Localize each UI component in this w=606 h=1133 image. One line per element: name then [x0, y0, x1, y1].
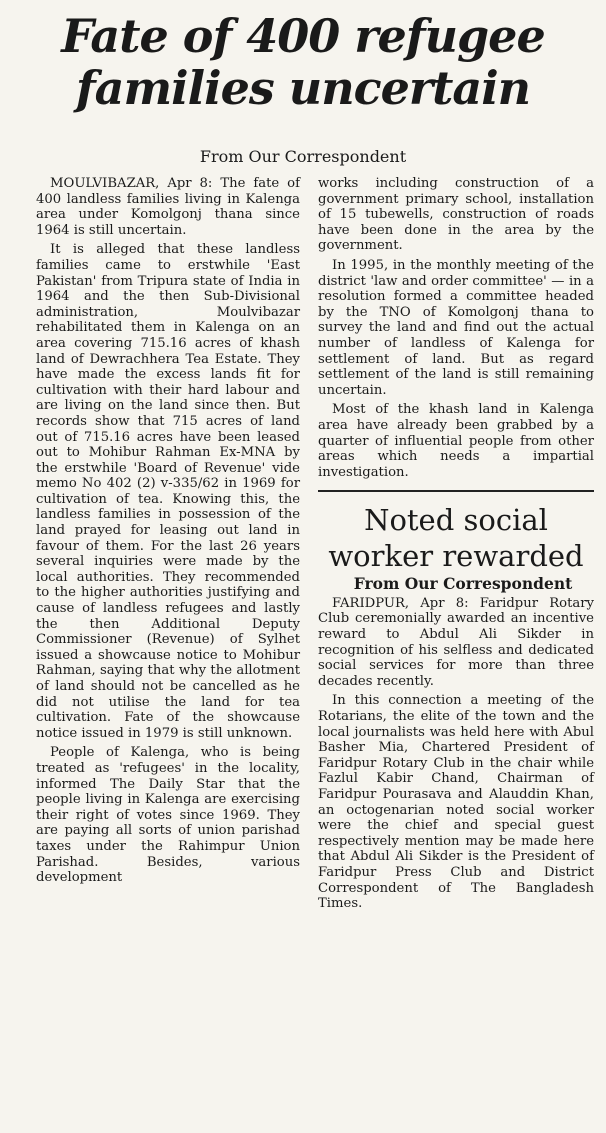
article-paragraph: works including construction of a government primary school, installation of 15 tubewells, construction of roads have been done in the area by the government.	[318, 176, 594, 254]
main-article-continuation	[318, 176, 594, 480]
main-article-left-column	[36, 176, 300, 890]
main-headline-line1: Fate of 400 refugee	[61, 9, 545, 63]
right-column	[318, 176, 594, 916]
article-paragraph: In 1995, in the monthly meeting of the district 'law and order committee' — in a resolution formed a committee headed by the TNO of Komolgonj thana to survey the land and find out the actual number of landless of Kalenga for settlement of land. But as regard settlement of the land is still remaining uncertain.	[318, 257, 594, 398]
article-divider	[318, 490, 594, 492]
main-headline-line2: families uncertain	[75, 61, 531, 115]
article-paragraph: People of Kalenga, who is being treated as 'refugees' in the locality, informed The Daily Star that the people living in Kalenga are exercising their right of votes since 1969. They are paying all sorts of union parishad taxes under the Rahimpur Union Parishad. Besides, various development	[36, 745, 300, 886]
second-headline-line1: Noted social	[364, 503, 548, 538]
second-headline-line2: worker rewarded	[328, 539, 584, 574]
article-paragraph: FARIDPUR, Apr 8: Faridpur Rotary Club ceremonially awarded an incentive reward to Abdul Ali Sikder in recognition of his selfless and dedicated social services for more than three decades recently.	[318, 595, 594, 689]
article-paragraph: MOULVIBAZAR, Apr 8: The fate of 400 landless families living in Kalenga area under Komolgonj thana since 1964 is still uncertain.	[36, 176, 300, 238]
article-paragraph: In this connection a meeting of the Rotarians, the elite of the town and the local journalists was held here with Abul Basher Mia, Chartered President of Faridpur Rotary Club in the chair while Fazlul Kabir Chand, Chairman of Faridpur Pourasava and Alauddin Khan, an octogenarian noted social worker were the chief and special guest respectively mention may be made here that Abdul Ali Sikder is the President of Faridpur Press Club and District Correspondent of The Bangladesh Times.	[318, 693, 594, 912]
main-byline: From Our Correspondent	[199, 147, 407, 166]
second-headline	[318, 502, 594, 574]
second-byline: From Our Correspondent	[353, 574, 573, 594]
article-paragraph: It is alleged that these landless families came to erstwhile 'East Pakistan' from Tripura state of India in 1964 and the then Sub-Divisional administration, Moulvibazar rehabilitated them in Kalenga on an area covering 715.16 acres of khash land of Dewrachhera Tea Estate. They have made the excess lands fit for cultivation with their hard labour and are living on the land since then. But records show that 715 acres of land out of 715.16 acres have been leased out to Mohibur Rahman Ex-MNA by the erstwhile 'Board of Revenue' vide memo No 402 (2) v-335/62 in 1969 for cultivation of tea. Knowing this, the landless families in possession of the land prayed for leasing out land in favour of them. For the last 26 years several inquiries were made by the local authorities. They recommended to the higher authorities justifying and cause of landless refugees and lastly the then Additional Deputy Commissioner (Revenue) of Sylhet issued a showcause notice to Mohibur Rahman, saying that why the allotment of land should not be cancelled as he did not utilise the land for tea cultivation. Fate of the showcause notice issued in 1979 is still unknown.	[36, 242, 300, 741]
main-headline	[0, 10, 606, 114]
article-paragraph: Most of the khash land in Kalenga area have already been grabbed by a quarter of influential people from other areas which needs a impartial investigation.	[318, 402, 594, 480]
second-article	[318, 502, 594, 911]
